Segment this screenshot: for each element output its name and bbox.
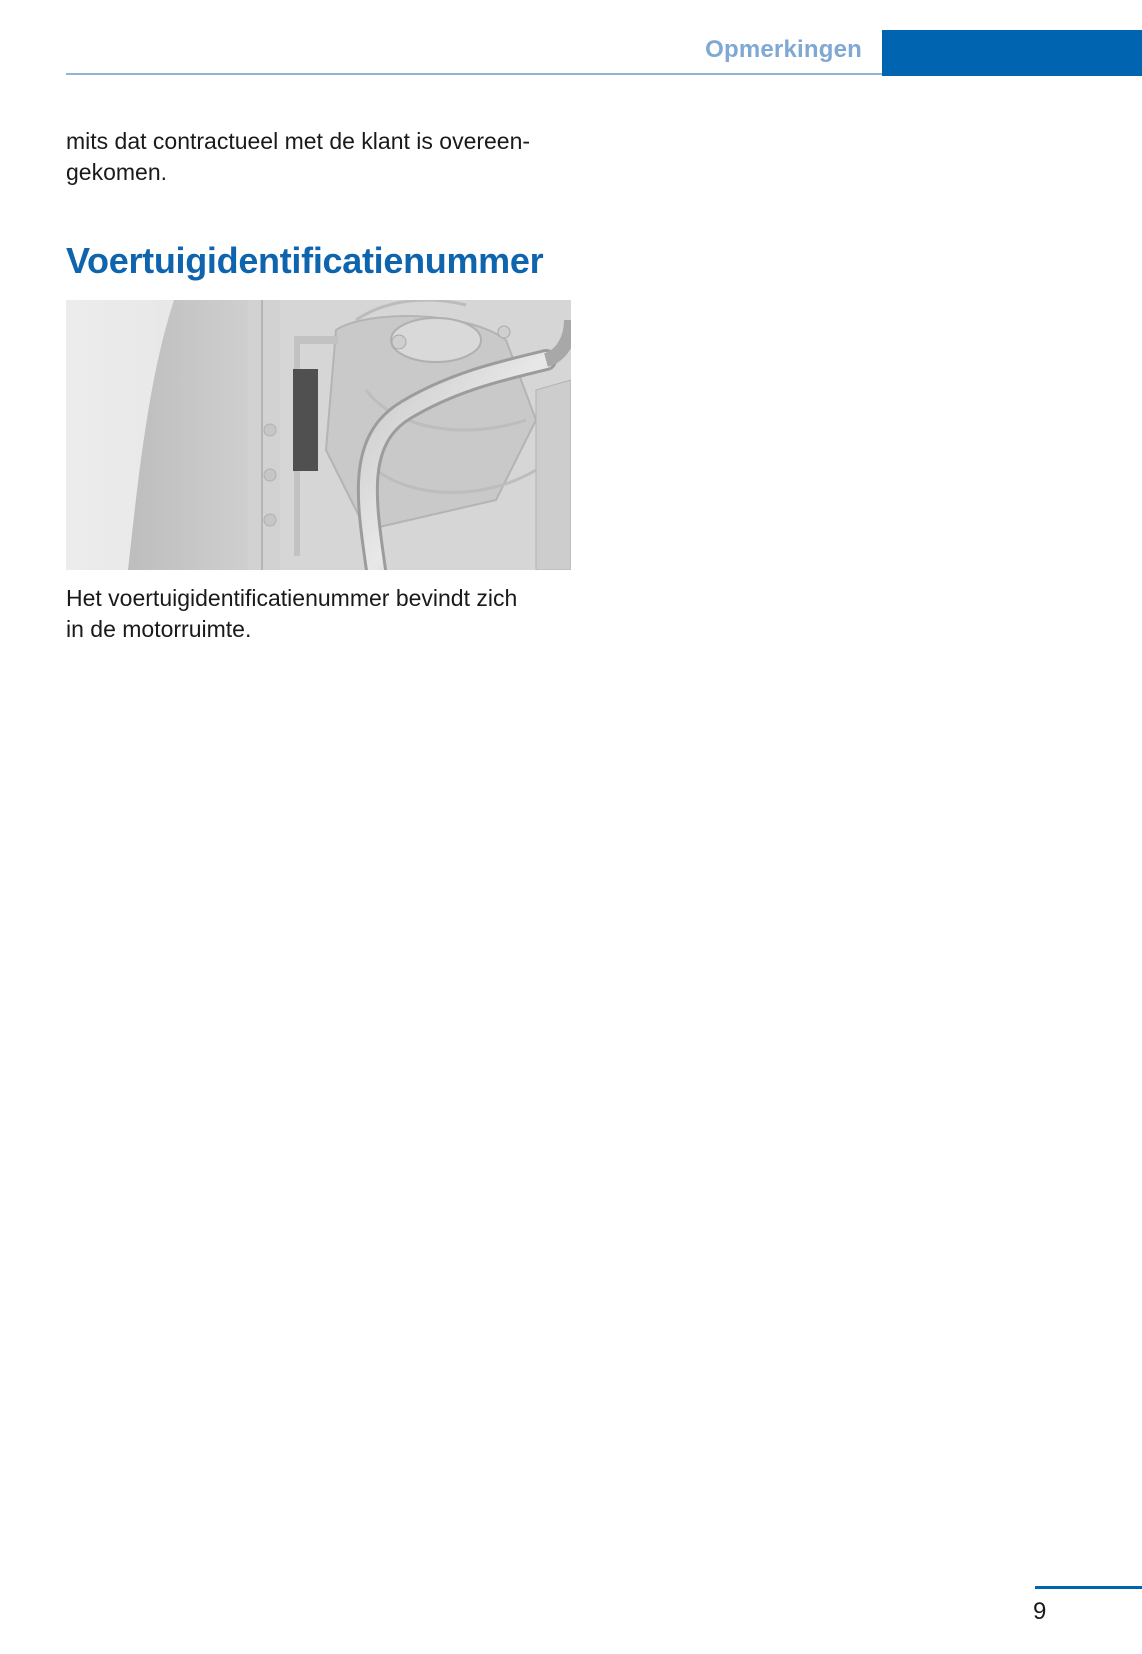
section-heading: Voertuigidentificatienummer xyxy=(66,240,544,281)
figure-caption-paragraph: Het voertuigidentificatienummer bevindt zich in de motorruimte. xyxy=(66,585,518,642)
intro-paragraph: mits dat contractueel met de klant is overeen- gekomen. xyxy=(66,128,531,185)
header-color-tab xyxy=(882,30,1142,76)
vin-plate-highlight xyxy=(293,369,318,471)
page-number: 9 xyxy=(1033,1598,1047,1625)
footer-rule xyxy=(1035,1586,1142,1589)
header-section-title: Opmerkingen xyxy=(705,36,862,63)
header-rule xyxy=(66,73,882,75)
engine-compartment-illustration xyxy=(66,300,571,570)
